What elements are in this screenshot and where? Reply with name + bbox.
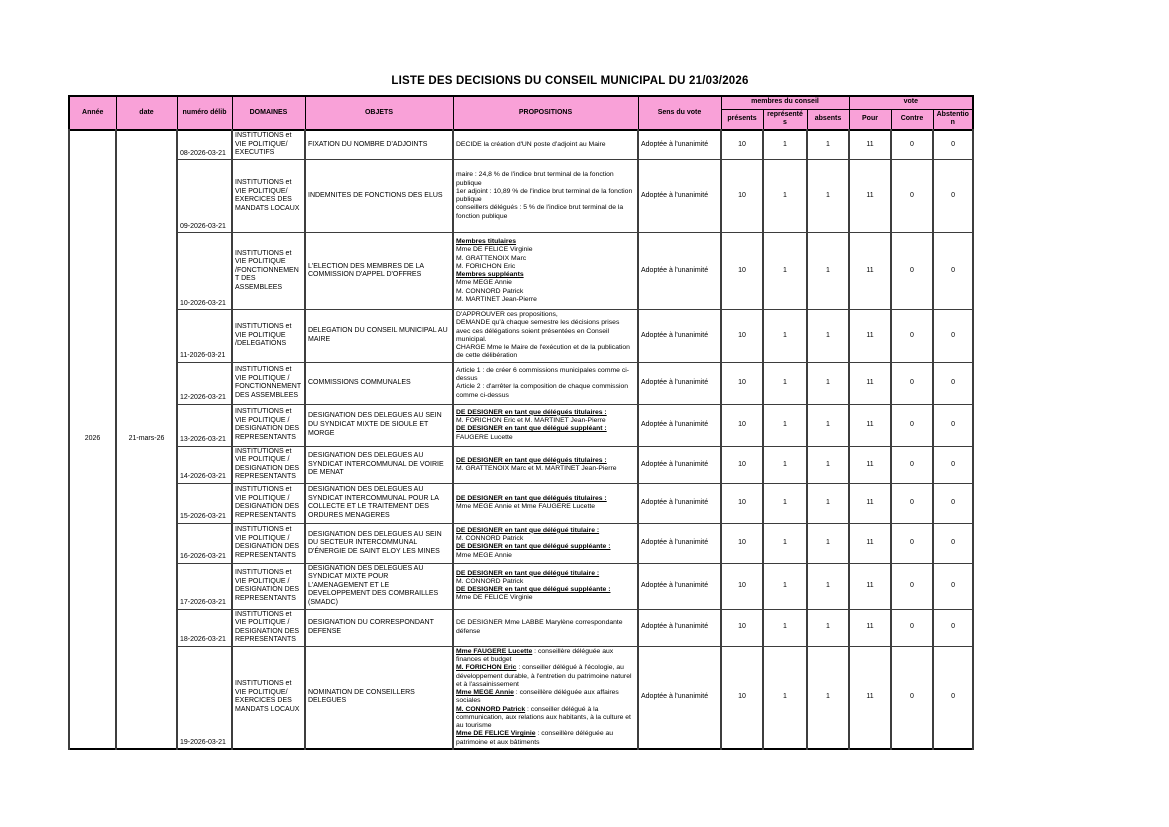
table-row bbox=[69, 483, 973, 523]
cell-propositions bbox=[453, 523, 638, 563]
cell-pour: 11 bbox=[849, 160, 891, 233]
cell-propositions bbox=[453, 362, 638, 404]
cell-representes: 1 bbox=[763, 130, 807, 160]
proposition-text: DE DESIGNER en tant que délégués titulaires : bbox=[456, 495, 607, 503]
cell-presents: 10 bbox=[721, 233, 763, 310]
cell-presents: 10 bbox=[721, 160, 763, 233]
proposition-line bbox=[456, 344, 635, 361]
cell-sens-du-vote: Adoptée à l'unanimité bbox=[638, 446, 721, 483]
proposition-text: Mme FAUGERE Lucette bbox=[456, 647, 533, 655]
cell-sens-du-vote: Adoptée à l'unanimité bbox=[638, 609, 721, 646]
cell-domaine: INSTITUTIONS et VIE POLITIQUE / DESIGNATION DES REPRESENTANTS bbox=[232, 446, 305, 483]
proposition-text: M. FORICHON Eric bbox=[456, 262, 516, 270]
cell-objet: FIXATION DU NOMBRE D'ADJOINTS bbox=[305, 130, 453, 160]
cell-absents: 1 bbox=[807, 362, 849, 404]
cell-contre: 0 bbox=[891, 160, 933, 233]
cell-absents: 1 bbox=[807, 609, 849, 646]
table-row bbox=[69, 130, 973, 160]
cell-contre: 0 bbox=[891, 362, 933, 404]
cell-abstention: 0 bbox=[933, 362, 973, 404]
proposition-line bbox=[456, 535, 635, 543]
proposition-line bbox=[456, 409, 635, 417]
proposition-text: : conseillère déléguée au patrimoine et aux bâtiments bbox=[456, 730, 614, 746]
proposition-text: Mme DE FELICE Virginie bbox=[456, 246, 533, 254]
proposition-line bbox=[456, 288, 635, 296]
proposition-line bbox=[456, 279, 635, 287]
proposition-line bbox=[456, 238, 635, 246]
col-header-presents: présents bbox=[721, 109, 763, 130]
cell-numero-delib: 14-2026-03-21 bbox=[177, 446, 232, 483]
proposition-text: CHARGE Mme le Maire de l'exécution et de la publication de cette délibération bbox=[456, 344, 630, 360]
proposition-text: DE DESIGNER en tant que délégué suppléant : bbox=[456, 425, 607, 433]
cell-numero-delib: 10-2026-03-21 bbox=[177, 233, 232, 310]
proposition-line bbox=[456, 586, 635, 594]
cell-sens-du-vote: Adoptée à l'unanimité bbox=[638, 130, 721, 160]
decisions-table-container bbox=[68, 95, 974, 750]
cell-contre: 0 bbox=[891, 446, 933, 483]
cell-abstention: 0 bbox=[933, 523, 973, 563]
cell-representes: 1 bbox=[763, 446, 807, 483]
proposition-line bbox=[456, 664, 635, 689]
proposition-text: M. CONNORD Patrick bbox=[456, 705, 526, 713]
cell-absents: 1 bbox=[807, 523, 849, 563]
proposition-line bbox=[456, 730, 635, 747]
proposition-text: D'APPROUVER ces propositions, bbox=[456, 311, 558, 319]
proposition-text: : conseillère déléguée aux finances et budget bbox=[456, 647, 614, 663]
cell-objet: DESIGNATION DES DELEGUES AU SEIN DU SYNDICAT MIXTE DE SIOULE ET MORGE bbox=[305, 404, 453, 446]
cell-contre: 0 bbox=[891, 609, 933, 646]
cell-pour: 11 bbox=[849, 233, 891, 310]
proposition-text: DE DESIGNER en tant que délégué suppléante : bbox=[456, 543, 611, 551]
cell-pour: 11 bbox=[849, 523, 891, 563]
cell-sens-du-vote: Adoptée à l'unanimité bbox=[638, 483, 721, 523]
col-header-absents: absents bbox=[807, 109, 849, 130]
proposition-text: maire : 24,8 % de l'indice brut terminal de la fonction publique bbox=[456, 171, 614, 187]
cell-pour: 11 bbox=[849, 362, 891, 404]
proposition-line bbox=[456, 425, 635, 433]
cell-domaine: INSTITUTIONS et VIE POLITIQUE / DESIGNATION DES REPRESENTANTS bbox=[232, 563, 305, 609]
proposition-line bbox=[456, 263, 635, 271]
cell-objet: NOMINATION DE CONSEILLERS DELEGUES bbox=[305, 646, 453, 749]
proposition-text: Membres suppléants bbox=[456, 271, 524, 279]
proposition-text: : conseillère déléguée aux affaires sociales bbox=[456, 689, 619, 705]
proposition-line bbox=[456, 171, 635, 188]
cell-representes: 1 bbox=[763, 310, 807, 363]
proposition-line bbox=[456, 594, 635, 602]
col-group-membres-du-conseil: membres du conseil bbox=[721, 96, 849, 109]
proposition-line bbox=[456, 319, 635, 344]
proposition-text: Mme MEGE Annie bbox=[456, 279, 512, 287]
cell-pour: 11 bbox=[849, 646, 891, 749]
cell-numero-delib: 08-2026-03-21 bbox=[177, 130, 232, 160]
cell-pour: 11 bbox=[849, 404, 891, 446]
cell-absents: 1 bbox=[807, 233, 849, 310]
proposition-text: Article 1 : de créer 6 commissions municipales comme ci-dessus bbox=[456, 366, 629, 382]
cell-domaine: INSTITUTIONS et VIE POLITIQUE / DESIGNATION DES REPRESENTANTS bbox=[232, 523, 305, 563]
page-title: LISTE DES DECISIONS DU CONSEIL MUNICIPAL DU 21/03/2026 bbox=[391, 75, 749, 87]
proposition-line bbox=[456, 367, 635, 384]
proposition-text: : conseiller délégué à la communication, aux relations aux habitants, à la culture et au tourisme bbox=[456, 705, 631, 730]
cell-absents: 1 bbox=[807, 446, 849, 483]
cell-representes: 1 bbox=[763, 563, 807, 609]
cell-representes: 1 bbox=[763, 404, 807, 446]
proposition-line bbox=[456, 619, 635, 636]
cell-abstention: 0 bbox=[933, 130, 973, 160]
proposition-line bbox=[456, 465, 635, 473]
proposition-line bbox=[456, 417, 635, 425]
cell-propositions bbox=[453, 483, 638, 523]
cell-representes: 1 bbox=[763, 609, 807, 646]
proposition-line bbox=[456, 255, 635, 263]
proposition-text: DE DESIGNER Mme LABBE Marylène correspondante défense bbox=[456, 619, 623, 635]
cell-numero-delib: 11-2026-03-21 bbox=[177, 310, 232, 363]
cell-propositions bbox=[453, 130, 638, 160]
cell-contre: 0 bbox=[891, 483, 933, 523]
col-header-propositions: PROPOSITIONS bbox=[453, 96, 638, 130]
cell-objet: INDEMNITES DE FONCTIONS DES ELUS bbox=[305, 160, 453, 233]
cell-numero-delib: 19-2026-03-21 bbox=[177, 646, 232, 749]
cell-pour: 11 bbox=[849, 310, 891, 363]
table-header bbox=[69, 96, 973, 130]
proposition-text: M. GRATTENOIX Marc et M. MARTINET Jean-Pierre bbox=[456, 464, 617, 472]
cell-pour: 11 bbox=[849, 609, 891, 646]
cell-domaine: INSTITUTIONS et VIE POLITIQUE /FONCTIONNEMENT DES ASSEMBLEES bbox=[232, 233, 305, 310]
proposition-line bbox=[456, 543, 635, 551]
col-header-pour: Pour bbox=[849, 109, 891, 130]
cell-sens-du-vote: Adoptée à l'unanimité bbox=[638, 233, 721, 310]
cell-propositions bbox=[453, 609, 638, 646]
proposition-text: M. FORICHON Eric bbox=[456, 664, 517, 672]
table-row bbox=[69, 233, 973, 310]
cell-objet: L'ELECTION DES MEMBRES DE LA COMMISSION D'APPEL D'OFFRES bbox=[305, 233, 453, 310]
col-header-representes: représentés bbox=[763, 109, 807, 130]
cell-domaine: INSTITUTIONS et VIE POLITIQUE / FONCTIONNEMENT DES ASSEMBLEES bbox=[232, 362, 305, 404]
cell-absents: 1 bbox=[807, 404, 849, 446]
proposition-line bbox=[456, 141, 635, 149]
cell-sens-du-vote: Adoptée à l'unanimité bbox=[638, 404, 721, 446]
cell-propositions bbox=[453, 233, 638, 310]
col-header-sens-du-vote: Sens du vote bbox=[638, 96, 721, 130]
cell-domaine: INSTITUTIONS et VIE POLITIQUE / DESIGNATION DES REPRESENTANTS bbox=[232, 404, 305, 446]
proposition-text: M. CONNORD Patrick bbox=[456, 287, 524, 295]
proposition-line bbox=[456, 296, 635, 304]
cell-objet: DESIGNATION DU CORRESPONDANT DEFENSE bbox=[305, 609, 453, 646]
cell-numero-delib: 13-2026-03-21 bbox=[177, 404, 232, 446]
proposition-text: M. FORICHON Eric et M. MARTINET Jean-Pierre bbox=[456, 416, 606, 424]
proposition-line bbox=[456, 434, 635, 442]
proposition-text: Mme DE FELICE Virginie bbox=[456, 730, 536, 738]
cell-presents: 10 bbox=[721, 310, 763, 363]
cell-sens-du-vote: Adoptée à l'unanimité bbox=[638, 523, 721, 563]
proposition-text: Mme MEGE Annie bbox=[456, 689, 514, 697]
proposition-line bbox=[456, 188, 635, 205]
cell-domaine: INSTITUTIONS et VIE POLITIQUE / DESIGNATION DES REPRESENTANTS bbox=[232, 609, 305, 646]
proposition-text: conseillers délégués : 5 % de l'indice brut terminal de la fonction publique bbox=[456, 204, 624, 220]
cell-absents: 1 bbox=[807, 310, 849, 363]
cell-abstention: 0 bbox=[933, 483, 973, 523]
proposition-text: DE DESIGNER en tant que délégués titulaires : bbox=[456, 408, 607, 416]
decisions-tbody bbox=[69, 130, 973, 749]
proposition-text: DEMANDE qu'à chaque semestre les décisions prises avec ces délégations soient présentées en Conseil municipal. bbox=[456, 319, 620, 343]
cell-absents: 1 bbox=[807, 563, 849, 609]
proposition-line bbox=[456, 271, 635, 279]
proposition-text: DE DESIGNER en tant que délégué suppléante : bbox=[456, 586, 611, 594]
cell-domaine: INSTITUTIONS et VIE POLITIQUE/ EXERCICES DES MANDATS LOCAUX bbox=[232, 646, 305, 749]
cell-absents: 1 bbox=[807, 483, 849, 523]
cell-contre: 0 bbox=[891, 404, 933, 446]
proposition-line bbox=[456, 706, 635, 731]
proposition-line bbox=[456, 570, 635, 578]
proposition-line bbox=[456, 204, 635, 221]
proposition-text: : conseiller délégué à l'écologie, au développement durable, à l'entretien du patrimoine naturel et à l'assainissement bbox=[456, 664, 632, 688]
cell-sens-du-vote: Adoptée à l'unanimité bbox=[638, 563, 721, 609]
cell-sens-du-vote: Adoptée à l'unanimité bbox=[638, 160, 721, 233]
proposition-text: DE DESIGNER en tant que délégués titulaires : bbox=[456, 456, 607, 464]
proposition-text: Membres titulaires bbox=[456, 237, 517, 245]
proposition-text: Mme MEGE Annie bbox=[456, 551, 512, 559]
col-header-objets: OBJETS bbox=[305, 96, 453, 130]
cell-numero-delib: 18-2026-03-21 bbox=[177, 609, 232, 646]
cell-objet: DESIGNATION DES DELEGUES AU SEIN DU SECTEUR INTERCOMMUNAL D'ÉNERGIE DE SAINT ELOY LES MINES bbox=[305, 523, 453, 563]
proposition-text: DECIDE la création d'UN poste d'adjoint au Maire bbox=[456, 140, 606, 148]
proposition-line bbox=[456, 495, 635, 503]
cell-presents: 10 bbox=[721, 483, 763, 523]
proposition-line bbox=[456, 648, 635, 665]
cell-propositions bbox=[453, 160, 638, 233]
col-group-vote: vote bbox=[849, 96, 973, 109]
proposition-line bbox=[456, 527, 635, 535]
col-header-domaines: DOMAINES bbox=[232, 96, 305, 130]
cell-objet: DESIGNATION DES DELEGUES AU SYNDICAT INTERCOMMUNAL DE VOIRIE DE MENAT bbox=[305, 446, 453, 483]
proposition-line bbox=[456, 689, 635, 706]
cell-representes: 1 bbox=[763, 233, 807, 310]
proposition-text: M. CONNORD Patrick bbox=[456, 577, 524, 585]
proposition-line bbox=[456, 552, 635, 560]
cell-representes: 1 bbox=[763, 523, 807, 563]
cell-annee: 2026 bbox=[69, 130, 116, 749]
cell-numero-delib: 16-2026-03-21 bbox=[177, 523, 232, 563]
cell-objet: DESIGNATION DES DELEGUES AU SYNDICAT INTERCOMMUNAL POUR LA COLLECTE ET LE TRAITEMENT DES ORDURES MENAGERES bbox=[305, 483, 453, 523]
cell-presents: 10 bbox=[721, 523, 763, 563]
col-header-date: date bbox=[116, 96, 177, 130]
table-row bbox=[69, 609, 973, 646]
cell-absents: 1 bbox=[807, 130, 849, 160]
cell-numero-delib: 17-2026-03-21 bbox=[177, 563, 232, 609]
cell-abstention: 0 bbox=[933, 563, 973, 609]
col-header-abstention: Abstention bbox=[933, 109, 973, 130]
cell-domaine: INSTITUTIONS et VIE POLITIQUE/ EXECUTIFS bbox=[232, 130, 305, 160]
cell-presents: 10 bbox=[721, 404, 763, 446]
cell-sens-du-vote: Adoptée à l'unanimité bbox=[638, 310, 721, 363]
cell-numero-delib: 09-2026-03-21 bbox=[177, 160, 232, 233]
proposition-text: M. CONNORD Patrick bbox=[456, 535, 524, 543]
cell-representes: 1 bbox=[763, 483, 807, 523]
proposition-line bbox=[456, 578, 635, 586]
cell-pour: 11 bbox=[849, 483, 891, 523]
cell-pour: 11 bbox=[849, 446, 891, 483]
cell-objet: DESIGNATION DES DELEGUES AU SYNDICAT MIXTE POUR L'AMENAGEMENT ET LE DEVELOPPEMENT DES COMBRAILLES (SMADC) bbox=[305, 563, 453, 609]
cell-contre: 0 bbox=[891, 646, 933, 749]
cell-presents: 10 bbox=[721, 563, 763, 609]
cell-contre: 0 bbox=[891, 523, 933, 563]
cell-representes: 1 bbox=[763, 362, 807, 404]
proposition-text: M. MARTINET Jean-Pierre bbox=[456, 295, 537, 303]
cell-abstention: 0 bbox=[933, 310, 973, 363]
decisions-table bbox=[68, 95, 974, 750]
cell-presents: 10 bbox=[721, 609, 763, 646]
proposition-text: DE DESIGNER en tant que délégué titulaire : bbox=[456, 526, 600, 534]
proposition-line bbox=[456, 246, 635, 254]
cell-sens-du-vote: Adoptée à l'unanimité bbox=[638, 362, 721, 404]
table-row bbox=[69, 446, 973, 483]
cell-presents: 10 bbox=[721, 362, 763, 404]
table-row bbox=[69, 523, 973, 563]
cell-abstention: 0 bbox=[933, 646, 973, 749]
cell-abstention: 0 bbox=[933, 609, 973, 646]
cell-propositions bbox=[453, 646, 638, 749]
cell-absents: 1 bbox=[807, 646, 849, 749]
col-header-numero: numéro délib bbox=[177, 96, 232, 130]
cell-numero-delib: 15-2026-03-21 bbox=[177, 483, 232, 523]
table-row bbox=[69, 310, 973, 363]
cell-domaine: INSTITUTIONS et VIE POLITIQUE / DESIGNATION DES REPRESENTANTS bbox=[232, 483, 305, 523]
cell-objet: COMMISSIONS COMMUNALES bbox=[305, 362, 453, 404]
cell-contre: 0 bbox=[891, 310, 933, 363]
proposition-text: 1er adjoint : 10,89 % de l'indice brut terminal de la fonction publique bbox=[456, 187, 633, 204]
cell-presents: 10 bbox=[721, 446, 763, 483]
table-row bbox=[69, 362, 973, 404]
proposition-line bbox=[456, 383, 635, 400]
proposition-text: Mme MEGE Annie et Mme FAUGERE Lucette bbox=[456, 503, 596, 511]
cell-contre: 0 bbox=[891, 233, 933, 310]
cell-objet: DELEGATION DU CONSEIL MUNICIPAL AU MAIRE bbox=[305, 310, 453, 363]
cell-propositions bbox=[453, 404, 638, 446]
proposition-text: Article 2 : d'arrêter la composition de chaque commission comme ci-dessus bbox=[456, 383, 629, 399]
cell-propositions bbox=[453, 563, 638, 609]
cell-contre: 0 bbox=[891, 130, 933, 160]
table-row bbox=[69, 404, 973, 446]
cell-numero-delib: 12-2026-03-21 bbox=[177, 362, 232, 404]
cell-sens-du-vote: Adoptée à l'unanimité bbox=[638, 646, 721, 749]
proposition-line bbox=[456, 457, 635, 465]
cell-abstention: 0 bbox=[933, 446, 973, 483]
proposition-text: DE DESIGNER en tant que délégué titulaire : bbox=[456, 569, 600, 577]
cell-propositions bbox=[453, 446, 638, 483]
table-row bbox=[69, 646, 973, 749]
cell-propositions bbox=[453, 310, 638, 363]
cell-absents: 1 bbox=[807, 160, 849, 233]
proposition-text: M. GRATTENOIX Marc bbox=[456, 254, 527, 262]
proposition-line bbox=[456, 503, 635, 511]
cell-abstention: 0 bbox=[933, 160, 973, 233]
cell-presents: 10 bbox=[721, 130, 763, 160]
cell-representes: 1 bbox=[763, 646, 807, 749]
col-header-contre: Contre bbox=[891, 109, 933, 130]
cell-contre: 0 bbox=[891, 563, 933, 609]
col-header-annee: Année bbox=[69, 96, 116, 130]
cell-domaine: INSTITUTIONS et VIE POLITIQUE/ EXERCICES DES MANDATS LOCAUX bbox=[232, 160, 305, 233]
cell-pour: 11 bbox=[849, 130, 891, 160]
proposition-text: FAUGERE Lucette bbox=[456, 433, 513, 441]
cell-domaine: INSTITUTIONS et VIE POLITIQUE /DELEGATIONS bbox=[232, 310, 305, 363]
table-row bbox=[69, 160, 973, 233]
proposition-line bbox=[456, 311, 635, 319]
cell-abstention: 0 bbox=[933, 404, 973, 446]
cell-presents: 10 bbox=[721, 646, 763, 749]
cell-date: 21-mars-26 bbox=[116, 130, 177, 749]
proposition-text: Mme DE FELICE Virginie bbox=[456, 594, 533, 602]
cell-pour: 11 bbox=[849, 563, 891, 609]
cell-representes: 1 bbox=[763, 160, 807, 233]
cell-abstention: 0 bbox=[933, 233, 973, 310]
table-row bbox=[69, 563, 973, 609]
